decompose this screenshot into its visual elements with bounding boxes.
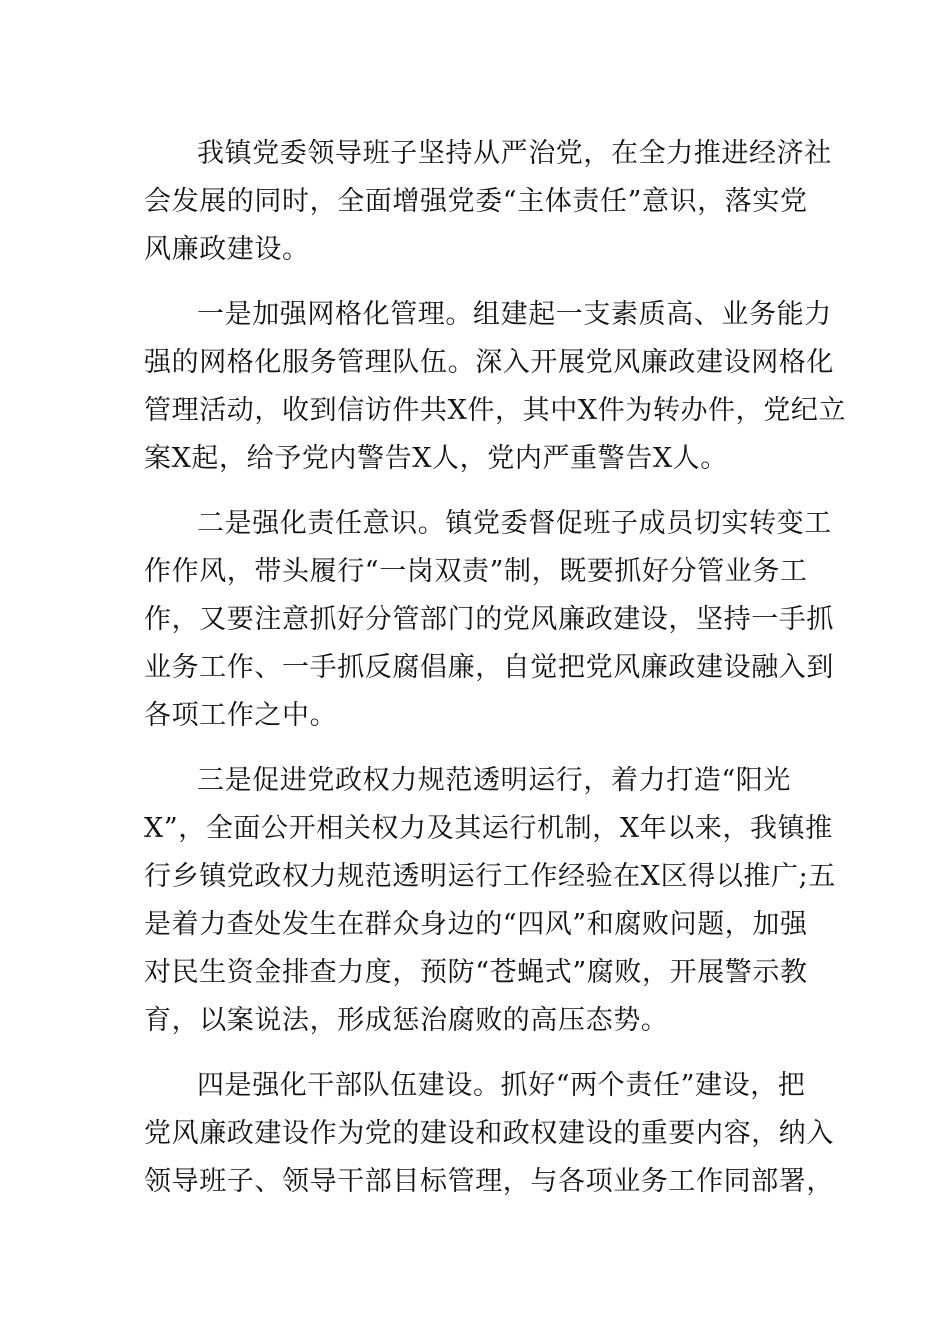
paragraph-2-line-4: 案X起，给予党内警告X人，党内严重警告X人。 — [144, 443, 728, 474]
paragraph-4-line-5: 对民生资金排查力度，预防“苍蝇式”腐败，开展警示教 — [144, 957, 808, 988]
paragraph-2-line-2: 强的网格化服务管理队伍。深入开展党风廉政建设网格化 — [144, 347, 834, 378]
paragraph-3-line-3: 作，又要注意抓好分管部门的党风廉政建设，坚持一手抓 — [144, 604, 834, 635]
paragraph-4-line-1: 三是促进党政权力规范透明运行，着力打造“阳光 — [197, 765, 792, 796]
paragraph-4-line-6: 育，以案说法，形成惩治腐败的高压态势。 — [144, 1005, 669, 1036]
paragraph-1-line-1: 我镇党委领导班子坚持从严治党，在全力推进经济社 — [197, 138, 832, 169]
paragraph-1-line-2: 会发展的同时，全面增强党委“主体责任”意识，落实党 — [144, 186, 808, 217]
paragraph-3-line-1: 二是强化责任意识。镇党委督促班子成员切实转变工 — [197, 508, 832, 539]
paragraph-5-line-3: 领导班子、领导干部目标管理，与各项业务工作同部署， — [144, 1166, 834, 1197]
paragraph-4-line-3: 行乡镇党政权力规范透明运行工作经验在X区得以推广;五 — [144, 861, 836, 892]
paragraph-3-line-5: 各项工作之中。 — [144, 700, 338, 731]
paragraph-2-line-1: 一是加强网格化管理。组建起一支素质高、业务能力 — [197, 299, 832, 330]
paragraph-4-line-4: 是着力查处发生在群众身边的“四风”和腐败问题，加强 — [144, 909, 808, 940]
paragraph-5-line-1: 四是强化干部队伍建设。抓好“两个责任”建设，把 — [197, 1070, 806, 1101]
paragraph-3-line-2: 作作风，带头履行“一岗双责”制，既要抓好分管业务工 — [144, 556, 808, 587]
paragraph-5-line-2: 党风廉政建设作为党的建设和政权建设的重要内容，纳入 — [144, 1118, 834, 1149]
paragraph-3-line-4: 业务工作、一手抓反腐倡廉，自觉把党风廉政建设融入到 — [144, 652, 834, 683]
paragraph-1-line-3: 风廉政建设。 — [144, 234, 310, 265]
paragraph-2-line-3: 管理活动，收到信访件共X件，其中X件为转办件，党纪立 — [144, 395, 847, 426]
paragraph-4-line-2: X”，全面公开相关权力及其运行机制，X年以来，我镇推 — [144, 813, 833, 844]
